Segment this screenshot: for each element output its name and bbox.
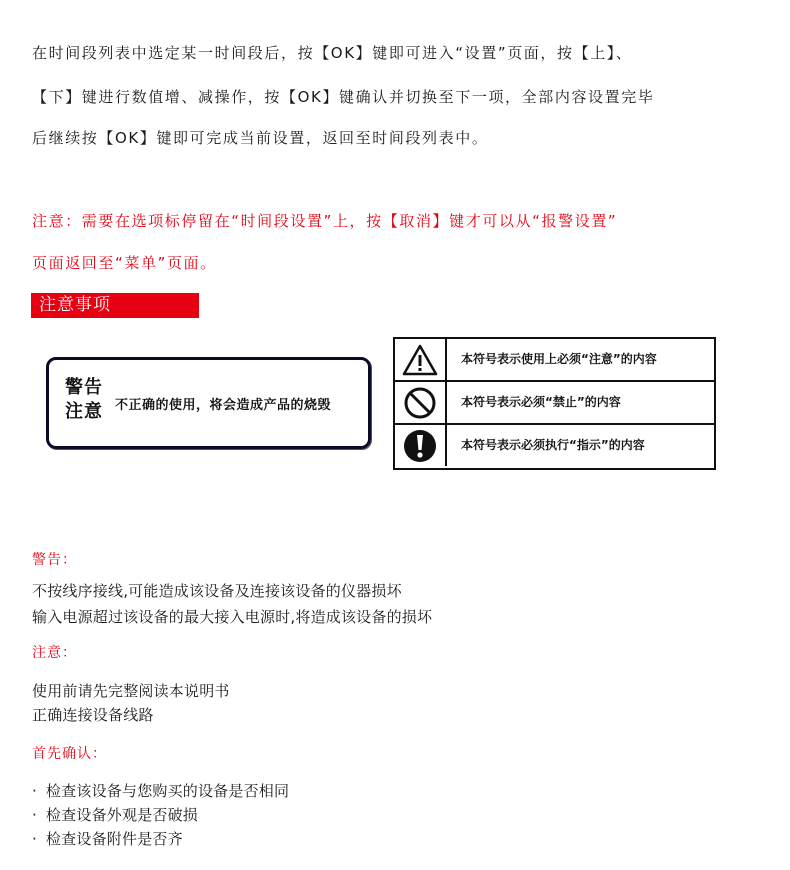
confirm-item-1 [32, 780, 289, 801]
caution-item-2: 正确连接设备线路 [32, 706, 154, 724]
note-line-1: 注意：需要在选项标停留在“时间段设置”上，按【取消】键才可以从“报警设置” [32, 212, 618, 230]
cautions-label: 注意： [32, 645, 77, 661]
symbol-table [393, 337, 716, 470]
symbol-row-caution [395, 339, 714, 382]
warning-triangle-icon [395, 339, 447, 380]
symbol-text-instruction: 本符号表示必须执行“指示”的内容 [461, 438, 645, 452]
warnings-label: 警告： [32, 552, 77, 568]
confirm-item-text: 检查设备外观是否破损 [46, 806, 199, 824]
confirm-item-text: 检查设备附件是否齐 [46, 830, 183, 848]
symbol-text-prohibition: 本符号表示必须“禁止”的内容 [461, 395, 621, 409]
section-header-precautions: 注意事项 [31, 293, 199, 318]
bullet: · [32, 830, 37, 848]
symbol-row-prohibition [395, 382, 714, 425]
prohibition-icon [395, 382, 447, 423]
confirm-item-text: 检查该设备与您购买的设备是否相同 [46, 782, 290, 800]
intro-line-1: 在时间段列表中选定某一时间段后，按【OK】键即可进入“设置”页面，按【上】、 [32, 44, 633, 62]
note-line-2: 页面返回至“菜单”页面。 [32, 254, 217, 272]
symbol-text-caution: 本符号表示使用上必须“注意”的内容 [461, 352, 657, 366]
bullet: · [32, 806, 37, 824]
confirm-item-3 [32, 828, 183, 849]
exclamation-icon [395, 425, 447, 466]
confirm-label: 首先确认： [32, 746, 107, 762]
caution-item-1: 使用前请先完整阅读本说明书 [32, 682, 230, 700]
intro-line-3: 后继续按【OK】键即可完成当前设置，返回至时间段列表中。 [32, 129, 489, 147]
warning-item-2: 输入电源超过该设备的最大接入电源时,将造成该设备的损坏 [32, 608, 433, 626]
warning-box-title [65, 376, 103, 424]
confirm-item-2 [32, 804, 198, 825]
warning-box [46, 357, 371, 449]
intro-line-2: 【下】键进行数值增、减操作，按【OK】键确认并切换至下一项，全部内容设置完毕 [32, 88, 655, 106]
symbol-row-instruction [395, 425, 714, 468]
bullet: · [32, 782, 37, 800]
warning-title-line-2: 注意 [65, 401, 103, 422]
warning-item-1: 不按线序接线,可能造成该设备及连接该设备的仪器损坏 [32, 582, 402, 600]
warning-title-line-1: 警告 [65, 377, 103, 398]
warning-box-text: 不正确的使用，将会造成产品的烧毁 [115, 398, 332, 413]
